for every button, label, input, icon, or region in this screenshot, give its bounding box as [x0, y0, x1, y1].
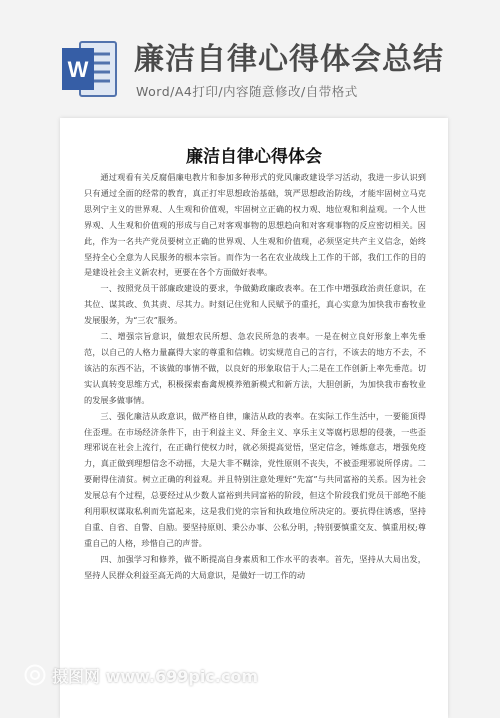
watermark [24, 660, 258, 690]
document-title: 廉洁自律心得体会 [186, 147, 322, 167]
page-title: 廉洁自律心得体会总结 [134, 42, 444, 77]
svg-text:W: W [67, 57, 89, 82]
document-body [84, 170, 426, 715]
watermark-text: 摄图网 www.699pic.com [52, 666, 259, 686]
paragraph-intro: 通过观看有关反腐倡廉电教片和参加多种形式的党风廉政建设学习活动，我进一步认识到只有通过全面的经常的教育，真正打牢思想政治基础，筑严思想政治防线，才能牢固树立马克思列宁主义的世界观、人生观和价值观，牢固树立正确的权力观、地位观和利益观。一个人世界观、人生观和价值观的形成与自己对客观事物的思想趋向和对客观事物的反应密切相关。因此，作为一名共产党员要树立正确的世界观、人生观和价值观，必须坚定共产主义信念，始终坚持全心全意为人民服务的根本宗旨。而作为一名在农业战线上工作的干部，我们工作的目的是建设社会主义新农村，更要在各个方面做好表率。 [84, 172, 426, 278]
camera-icon [24, 664, 46, 686]
paragraph-4: 四、加强学习和修养，做不断提高自身素质和工作水平的表率。首先，坚持从大局出发，坚持人民群众利益至高无尚的大局意识，是做好一切工作的动 [84, 553, 426, 580]
page-header [0, 0, 500, 112]
page-subtitle: Word/A4打印/内容随意修改/自带格式 [136, 84, 358, 99]
paragraph-2: 二、增强宗旨意识，做想农民所想、急农民所急的表率。一是在树立良好形象上率先垂范，以自己的人格力量赢得大家的尊重和信赖。切实规范自己的言行，不该去的地方不去，不该沾的东西不沾，不该做的事情不做，以良好的形象取信于人;二是在工作创新上率先垂范。切实认真转变思维方式，积极探索畜禽规模养殖新模式和新方法，大胆创新，为加快我市畜牧业的发展多做事情。 [84, 331, 426, 405]
paragraph-3: 三、强化廉洁从政意识，做严格自律，廉洁从政的表率。在实际工作生活中，一要能顶得住歪理。在市场经济条件下，由于利益主义、拜金主义、享乐主义等腐朽思想的侵袭，一些歪理邪说在社会上流行，在正确行使权力时，就必须提高觉悟，坚定信念，锤炼意志，增强免疫力，真正做到理想信念不动摇，大是大非不糊涂，党性原则不丧失，不被歪理邪说所俘虏。二要耐得住清贫。树立正确的利益观。并且特别注意处理好“先富”与共同富裕的关系。因为社会发展总有个过程，总要经过从少数人富裕到共同富裕的阶段，但这个阶段我们党员干部绝不能利用职权谋取私利而先富起来，这是我们党的宗旨和执政地位所决定的。要抗得住诱惑，坚持自重、自省、自警、自励。要坚持原则、秉公办事、公私分明，;特别要慎重交友、慎重用权;尊重自己的人格，珍惜自己的声誉。 [84, 410, 426, 548]
paragraph-1: 一、按照党员干部廉政建设的要求，争做勤政廉政表率。在工作中增强政治责任意识，在其位、谋其政、负其责、尽其力。时刻记住党和人民赋予的重托，真心实意为加快我市畜牧业发展服务，为“三农”服务。 [84, 283, 426, 326]
document-page [60, 118, 448, 718]
word-document-icon [60, 38, 118, 100]
